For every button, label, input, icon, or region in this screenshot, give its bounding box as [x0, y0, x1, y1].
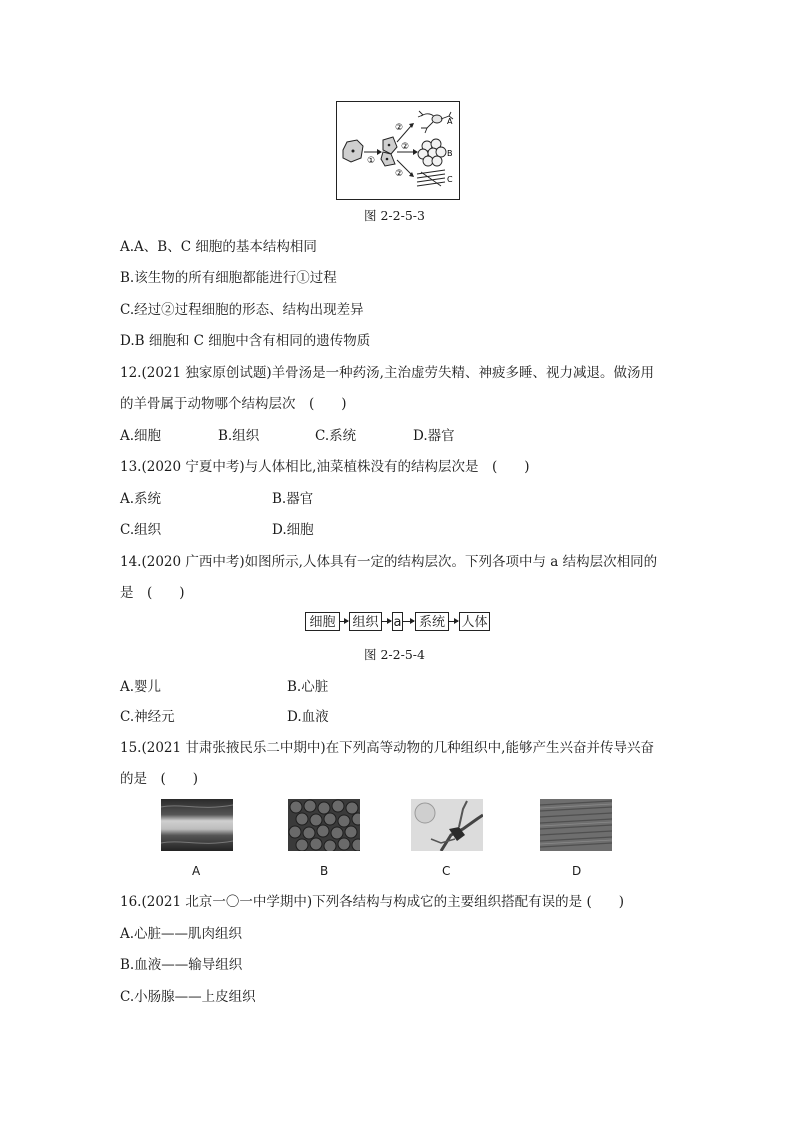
- q12-option-a: A.细胞: [120, 428, 162, 444]
- nucleus-dot: [386, 158, 389, 161]
- tissue-image-c: [411, 799, 483, 851]
- arrow-head: [413, 149, 418, 155]
- tissue-image-a: [161, 799, 233, 851]
- tissue-label-b: B: [320, 864, 329, 878]
- tissue-photo-d: [540, 799, 612, 851]
- chain-box-human: 人体: [459, 612, 490, 631]
- figure-4-caption: 图 2-2-5-4: [364, 647, 425, 662]
- cell-cluster-b: [418, 139, 446, 166]
- q14-option-c: C.神经元: [120, 709, 175, 725]
- label-a: A: [447, 117, 453, 126]
- q12-stem-line2: 的羊骨属于动物哪个结构层次 ( ): [120, 396, 347, 412]
- q16-option-b: B.血液——输导组织: [120, 957, 243, 973]
- step-2-label: ②: [401, 142, 410, 152]
- chain-box-tissue: 组织: [349, 612, 382, 631]
- q11-option-b: B.该生物的所有细胞都能进行①过程: [120, 270, 337, 286]
- chain-arrow: [449, 621, 458, 622]
- q12-option-b: B.组织: [218, 428, 260, 444]
- q13-option-a: A.系统: [120, 491, 162, 507]
- q12-option-d: D.器官: [413, 428, 455, 444]
- arrow-head: [377, 149, 382, 155]
- chain-arrow: [403, 621, 414, 622]
- tissue-label-c: C: [442, 864, 451, 878]
- nucleus-dot: [352, 150, 355, 153]
- q12-stem-line1: 12.(2021 独家原创试题)羊骨汤是一种药汤,主治虚劳失精、神疲多睡、视力减退。做汤用: [120, 365, 654, 381]
- chain-box-a: a: [392, 612, 403, 631]
- q16-option-a: A.心脏——肌肉组织: [120, 926, 243, 942]
- q14-option-d: D.血液: [287, 709, 329, 725]
- tissue-label-d: D: [572, 864, 582, 878]
- tissue-label-a: A: [192, 864, 201, 878]
- nucleus-dot: [388, 144, 391, 147]
- q14-stem-line2: 是 ( ): [120, 585, 185, 601]
- step-2-label: ②: [395, 123, 404, 133]
- step-1-label: ①: [367, 156, 376, 166]
- figure-3-caption: 图 2-2-5-3: [364, 208, 425, 223]
- cell-differentiation-diagram: [337, 102, 459, 199]
- chain-box-cell: 细胞: [305, 612, 340, 631]
- q13-option-c: C.组织: [120, 522, 162, 538]
- label-b: B: [447, 149, 453, 158]
- chain-arrow: [382, 621, 391, 622]
- tissue-photo-a: [161, 799, 233, 851]
- q13-option-d: D.细胞: [272, 522, 314, 538]
- q11-option-d: D.B 细胞和 C 细胞中含有相同的遗传物质: [120, 333, 371, 349]
- chain-arrow: [340, 621, 348, 622]
- tissue-image-d: [540, 799, 612, 851]
- q16-option-c: C.小肠腺——上皮组织: [120, 989, 256, 1005]
- q14-option-b: B.心脏: [287, 679, 329, 695]
- q14-stem-line1: 14.(2020 广西中考)如图所示,人体具有一定的结构层次。下列各项中与 a 结构层次相同的: [120, 554, 658, 570]
- q13-option-b: B.器官: [272, 491, 314, 507]
- q15-stem-line1: 15.(2021 甘肃张掖民乐二中期中)在下列高等动物的几种组织中,能够产生兴奋并传导兴奋: [120, 740, 654, 756]
- q11-option-c: C.经过②过程细胞的形态、结构出现差异: [120, 302, 364, 318]
- chain-box-system: 系统: [415, 612, 449, 631]
- q16-stem: 16.(2021 北京一〇一中学期中)下列各结构与构成它的主要组织搭配有误的是 ( ): [120, 894, 624, 910]
- q11-option-a: A.A、B、C 细胞的基本结构相同: [120, 239, 317, 255]
- tissue-photo-c: [411, 799, 483, 851]
- step-2-label: ②: [395, 169, 404, 179]
- label-c: C: [447, 175, 453, 184]
- q15-stem-line2: 的是 ( ): [120, 771, 199, 787]
- tissue-photo-b: [288, 799, 360, 851]
- q12-option-c: C.系统: [315, 428, 357, 444]
- tissue-image-b: [288, 799, 360, 851]
- figure-cell-differentiation: [336, 101, 460, 200]
- q14-option-a: A.婴儿: [120, 679, 162, 695]
- muscle-fibers-c: [417, 170, 445, 186]
- q13-stem: 13.(2020 宁夏中考)与人体相比,油菜植株没有的结构层次是 ( ): [120, 459, 530, 475]
